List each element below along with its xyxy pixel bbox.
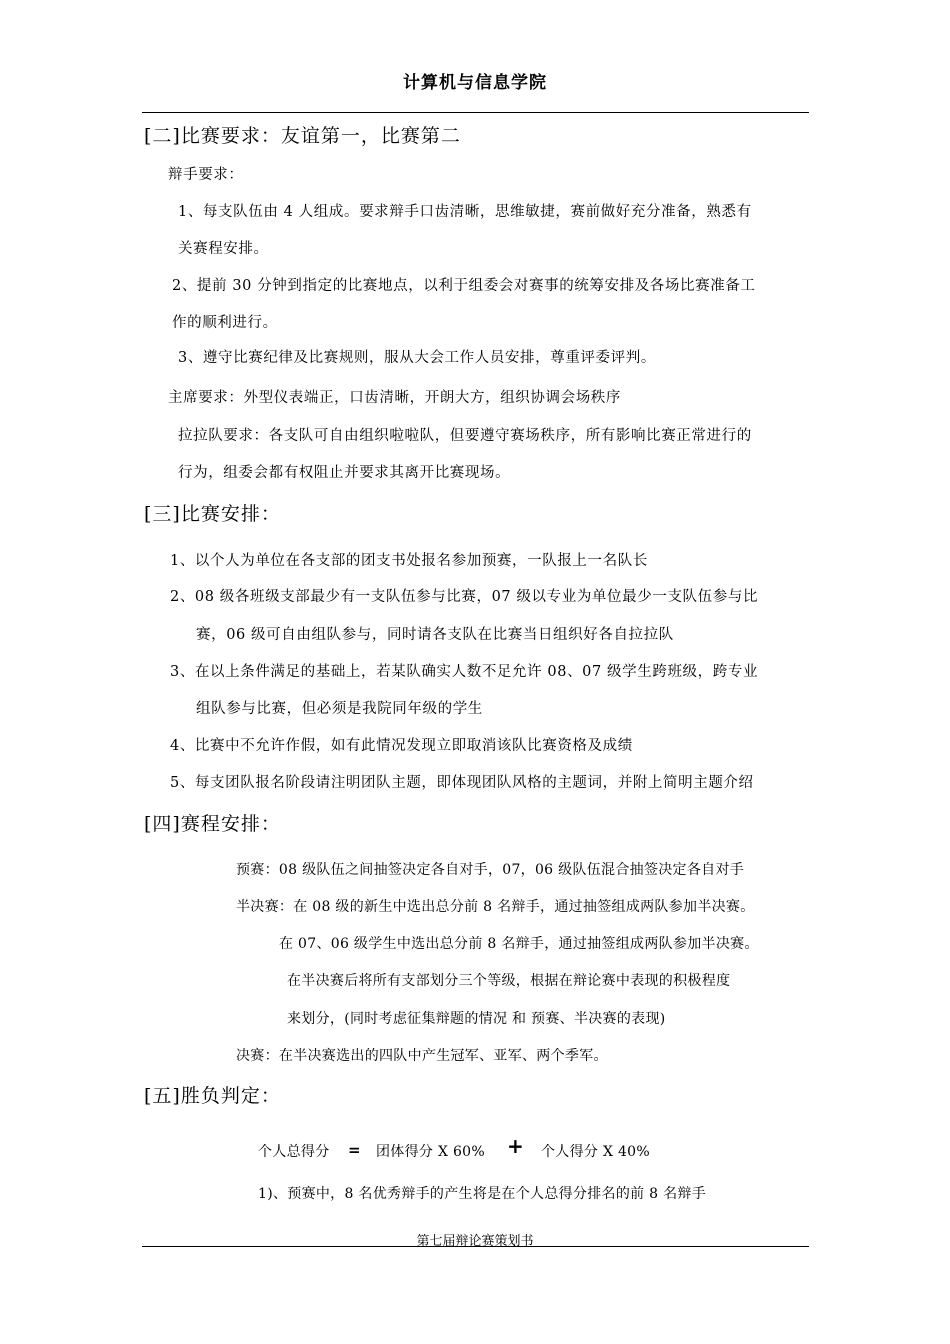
formula-team-score: 团体得分 X 60%: [376, 1144, 485, 1160]
arrangement-line-3: 赛，06 级可自由组队参与，同时请各支队在比赛当日组织好各自拉拉队: [196, 627, 674, 643]
arrangement-line-1: 1、以个人为单位在各支部的团支书处报名参加预赛，一队报上一名队长: [170, 553, 648, 569]
debater-requirements-label: 辩手要求：: [168, 167, 244, 183]
cheer-requirements-line-2: 行为，组委会都有权阻止并要求其离开比赛现场。: [178, 465, 511, 481]
schedule-semifinal-line-4: 来划分，(同时考虑征集辩题的情况 和 预赛、半决赛的表现): [287, 1011, 666, 1027]
chair-requirements: 主席要求：外型仪表端正，口齿清晰，开朗大方，组织协调会场秩序: [168, 390, 621, 406]
page-header-title: 计算机与信息学院: [403, 73, 547, 93]
arrangement-line-4: 3、在以上条件满足的基础上，若某队确实人数不足允许 08、07 级学生跨班级，跨专业: [170, 664, 759, 680]
formula-equals: =: [348, 1141, 361, 1159]
debater-item-2-line-2: 作的顺利进行。: [172, 315, 278, 331]
section-4-heading: [四]赛程安排：: [144, 813, 281, 835]
schedule-final: 决赛：在半决赛选出的四队中产生冠军、亚军、两个季军。: [236, 1048, 608, 1064]
judgement-note: 1)、预赛中，8 名优秀辩手的产生将是在个人总得分排名的前 8 名辩手: [258, 1186, 707, 1202]
formula-total-score: 个人总得分: [258, 1144, 330, 1160]
header-rule: [142, 112, 809, 113]
formula-personal-score: 个人得分 X 40%: [541, 1144, 650, 1160]
formula-plus: +: [507, 1134, 524, 1158]
debater-item-2-line-1: 2、提前 30 分钟到指定的比赛地点，以利于组委会对赛事的统筹安排及各场比赛准备工: [172, 278, 756, 294]
schedule-preliminary: 预赛：08 级队伍之间抽签决定各自对手，07，06 级队伍混合抽签决定各自对手: [236, 862, 745, 878]
page-footer: 第七届辩论赛策划书: [416, 1234, 534, 1249]
cheer-requirements-line-1: 拉拉队要求：各支队可自由组织啦啦队，但要遵守赛场秩序，所有影响比赛正常进行的: [178, 428, 752, 444]
schedule-semifinal-line-3: 在半决赛后将所有支部划分三个等级，根据在辩论赛中表现的积极程度: [287, 973, 731, 989]
debater-item-1-line-2: 关赛程安排。: [178, 241, 269, 257]
schedule-semifinal-line-2: 在 07、06 级学生中选出总分前 8 名辩手，通过抽签组成两队参加半决赛。: [279, 936, 759, 952]
section-3-heading: [三]比赛安排：: [144, 503, 281, 525]
arrangement-line-2: 2、08 级各班级支部最少有一支队伍参与比赛，07 级以专业为单位最少一支队伍参与比: [170, 589, 759, 605]
arrangement-line-6: 4、比赛中不允许作假，如有此情况发现立即取消该队比赛资格及成绩: [170, 738, 633, 754]
debater-item-1-line-1: 1、每支队伍由 4 人组成。要求辩手口齿清晰，思维敏捷，赛前做好充分准备，熟悉有: [178, 204, 752, 220]
arrangement-line-5: 组队参与比赛，但必须是我院同年级的学生: [196, 701, 483, 717]
schedule-semifinal-line-1: 半决赛：在 08 级的新生中选出总分前 8 名辩手，通过抽签组成两队参加半决赛。: [236, 899, 755, 915]
debater-item-3: 3、遵守比赛纪律及比赛规则，服从大会工作人员安排，尊重评委评判。: [178, 350, 656, 366]
section-2-heading: [二]比赛要求：友谊第一，比赛第二: [144, 125, 461, 147]
arrangement-line-7: 5、每支团队报名阶段请注明团队主题，即体现团队风格的主题词，并附上简明主题介绍: [170, 775, 754, 791]
section-5-heading: [五]胜负判定：: [144, 1085, 281, 1107]
